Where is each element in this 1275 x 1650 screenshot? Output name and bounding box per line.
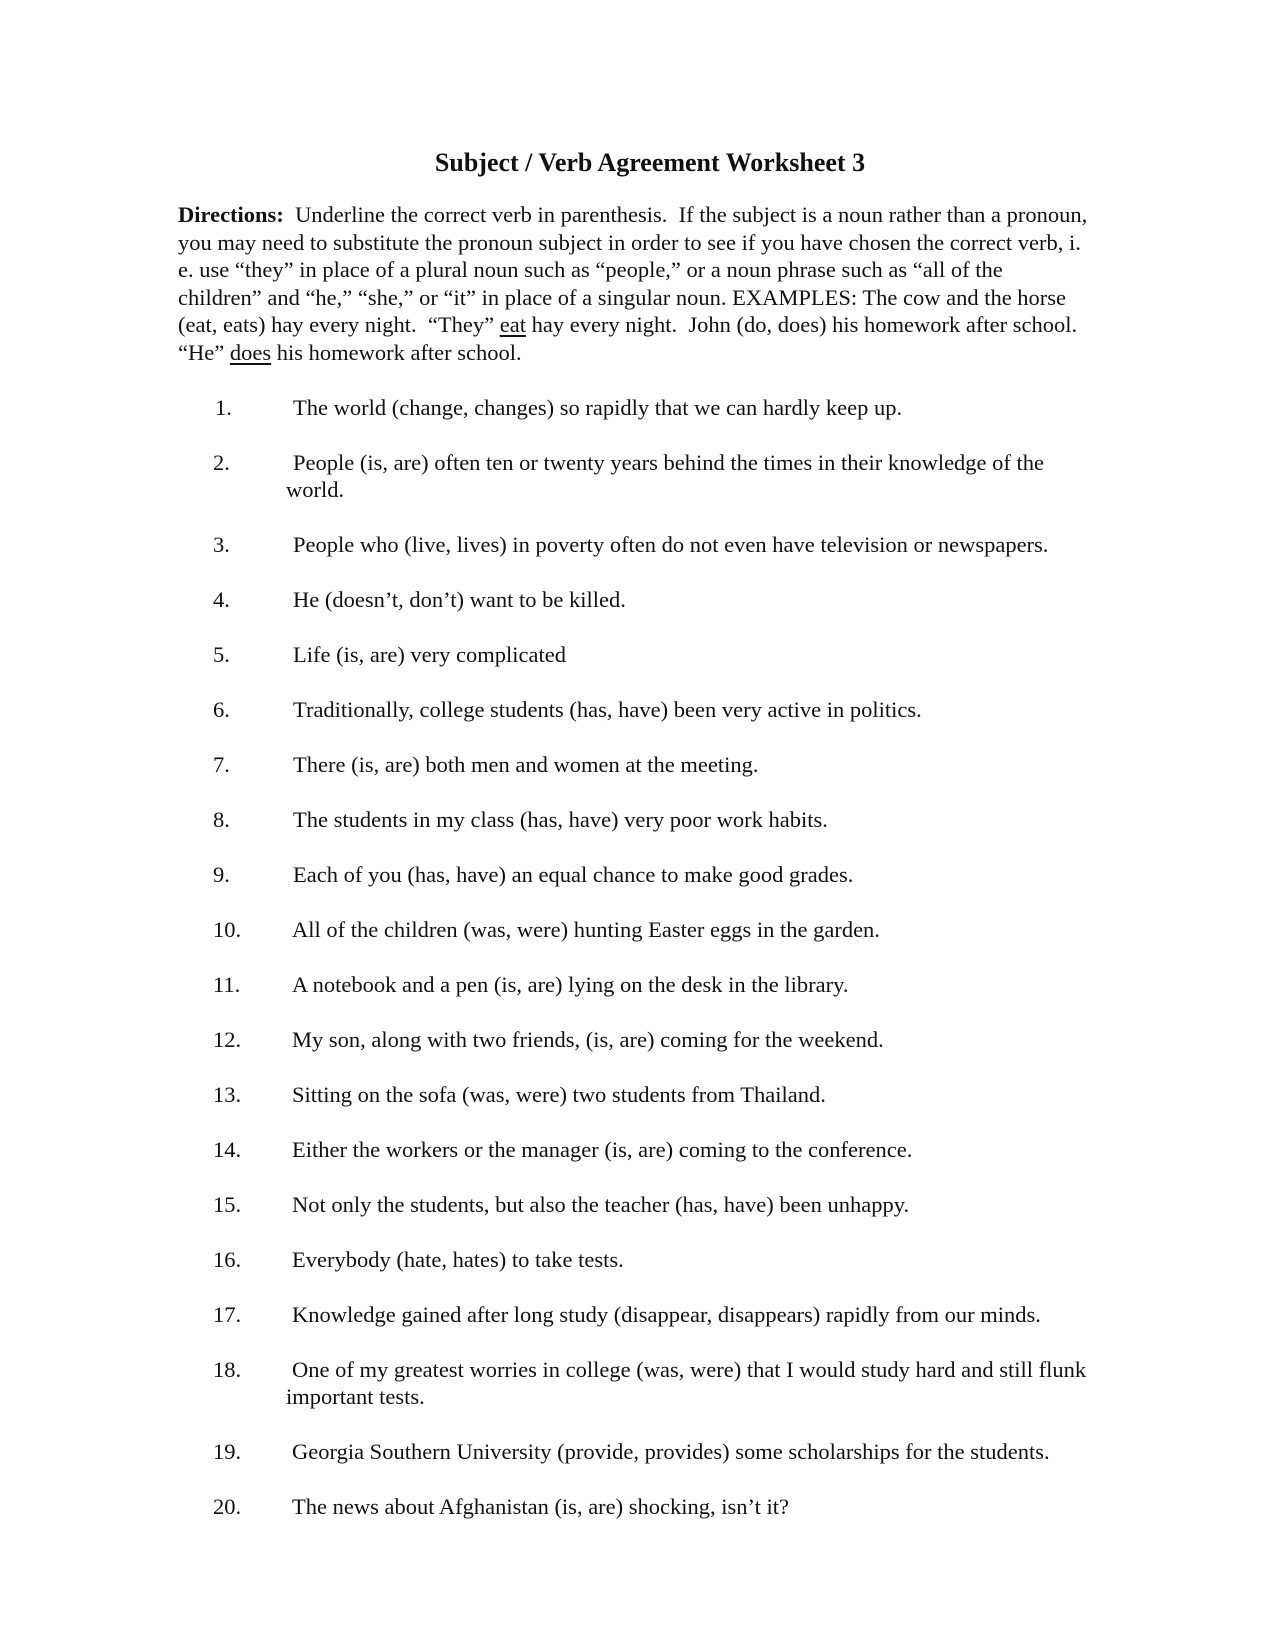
item-number: 12. [213, 1027, 242, 1052]
directions-line-6 [178, 339, 1158, 367]
directions-line-5 [178, 311, 1158, 339]
item-number: 4. [213, 587, 230, 612]
item-number: 19. [213, 1439, 242, 1464]
item-sentence: One of my greatest worries in college (was, were) that I would study hard and still flunk [292, 1357, 1087, 1382]
directions-paragraph [178, 201, 1158, 366]
item-sentence: Each of you (has, have) an equal chance to make good grades. [293, 862, 854, 887]
example-2-pronoun: “He” [178, 339, 230, 365]
item-number: 16. [213, 1247, 242, 1272]
item-sentence: People who (live, lives) in poverty often do not even have television or newspapers. [293, 532, 1049, 557]
item-sentence-continuation: important tests. [286, 1384, 425, 1409]
item-sentence: People (is, are) often ten or twenty years behind the times in their knowledge of the [293, 450, 1045, 475]
worksheet-title: Subject / Verb Agreement Worksheet 3 [434, 148, 866, 177]
item-sentence: Life (is, are) very complicated [293, 642, 566, 667]
item-number: 11. [213, 972, 241, 997]
item-sentence: The news about Afghanistan (is, are) shocking, isn’t it? [292, 1494, 789, 1519]
item-sentence: A notebook and a pen (is, are) lying on the desk in the library. [292, 972, 849, 997]
example-1-sentence: (eat, eats) hay every night. “They” [178, 312, 500, 337]
example-2-sentence: hay every night. John (do, does) his homework after school. [525, 312, 1078, 337]
item-sentence: All of the children (was, were) hunting Easter eggs in the garden. [292, 917, 880, 942]
item-sentence: My son, along with two friends, (is, are) coming for the weekend. [292, 1027, 884, 1052]
item-sentence: Georgia Southern University (provide, provides) some scholarships for the students. [292, 1439, 1050, 1464]
item-sentence-continuation: world. [286, 477, 345, 502]
item-number: 20. [213, 1494, 242, 1519]
item-number: 8. [213, 807, 230, 832]
item-number: 10. [213, 917, 242, 942]
item-sentence: Traditionally, college students (has, have) been very active in politics. [293, 697, 922, 722]
item-number: 15. [213, 1192, 242, 1217]
item-number: 18. [213, 1357, 242, 1382]
item-sentence: There (is, are) both men and women at the meeting. [293, 752, 759, 777]
item-sentence: The students in my class (has, have) very poor work habits. [293, 807, 828, 832]
item-number: 1. [215, 395, 232, 420]
item-number: 17. [213, 1302, 242, 1327]
directions-line-3: e. use “they” in place of a plural noun such as “people,” or a noun phrase such as “all of the [178, 257, 1003, 282]
item-number: 6. [213, 697, 230, 722]
item-number: 3. [213, 532, 230, 557]
example-1-underlined-verb: eat [499, 312, 526, 337]
item-number: 5. [213, 642, 230, 667]
item-sentence: Sitting on the sofa (was, were) two students from Thailand. [292, 1082, 826, 1107]
item-sentence: Everybody (hate, hates) to take tests. [292, 1247, 624, 1272]
item-sentence: The world (change, changes) so rapidly that we can hardly keep up. [293, 395, 903, 420]
item-sentence: Not only the students, but also the teacher (has, have) been unhappy. [292, 1192, 910, 1217]
item-sentence: He (doesn’t, don’t) want to be killed. [293, 587, 626, 612]
item-number: 2. [213, 450, 230, 475]
item-sentence: Knowledge gained after long study (disappear, disappears) rapidly from our minds. [292, 1302, 1041, 1327]
example-2-underlined-verb: does [229, 339, 272, 365]
item-sentence: Either the workers or the manager (is, are) coming to the conference. [292, 1137, 913, 1162]
directions-line-2: you may need to substitute the pronoun subject in order to see if you have chosen the correct verb, i. [178, 229, 1081, 255]
directions-label: Directions: [178, 202, 284, 227]
directions-line-4: children” and “he,” “she,” or “it” in place of a singular noun. EXAMPLES: The cow and the horse [178, 284, 1067, 310]
item-number: 13. [213, 1082, 242, 1107]
directions-line-1-text: Underline the correct verb in parenthesis. If the subject is a noun rather than a pronoun, [283, 202, 1088, 227]
item-number: 14. [213, 1137, 242, 1162]
item-number: 9. [213, 862, 230, 887]
example-2-rest: his homework after school. [271, 339, 522, 365]
directions-line-1 [178, 201, 1158, 229]
item-number: 7. [213, 752, 230, 777]
